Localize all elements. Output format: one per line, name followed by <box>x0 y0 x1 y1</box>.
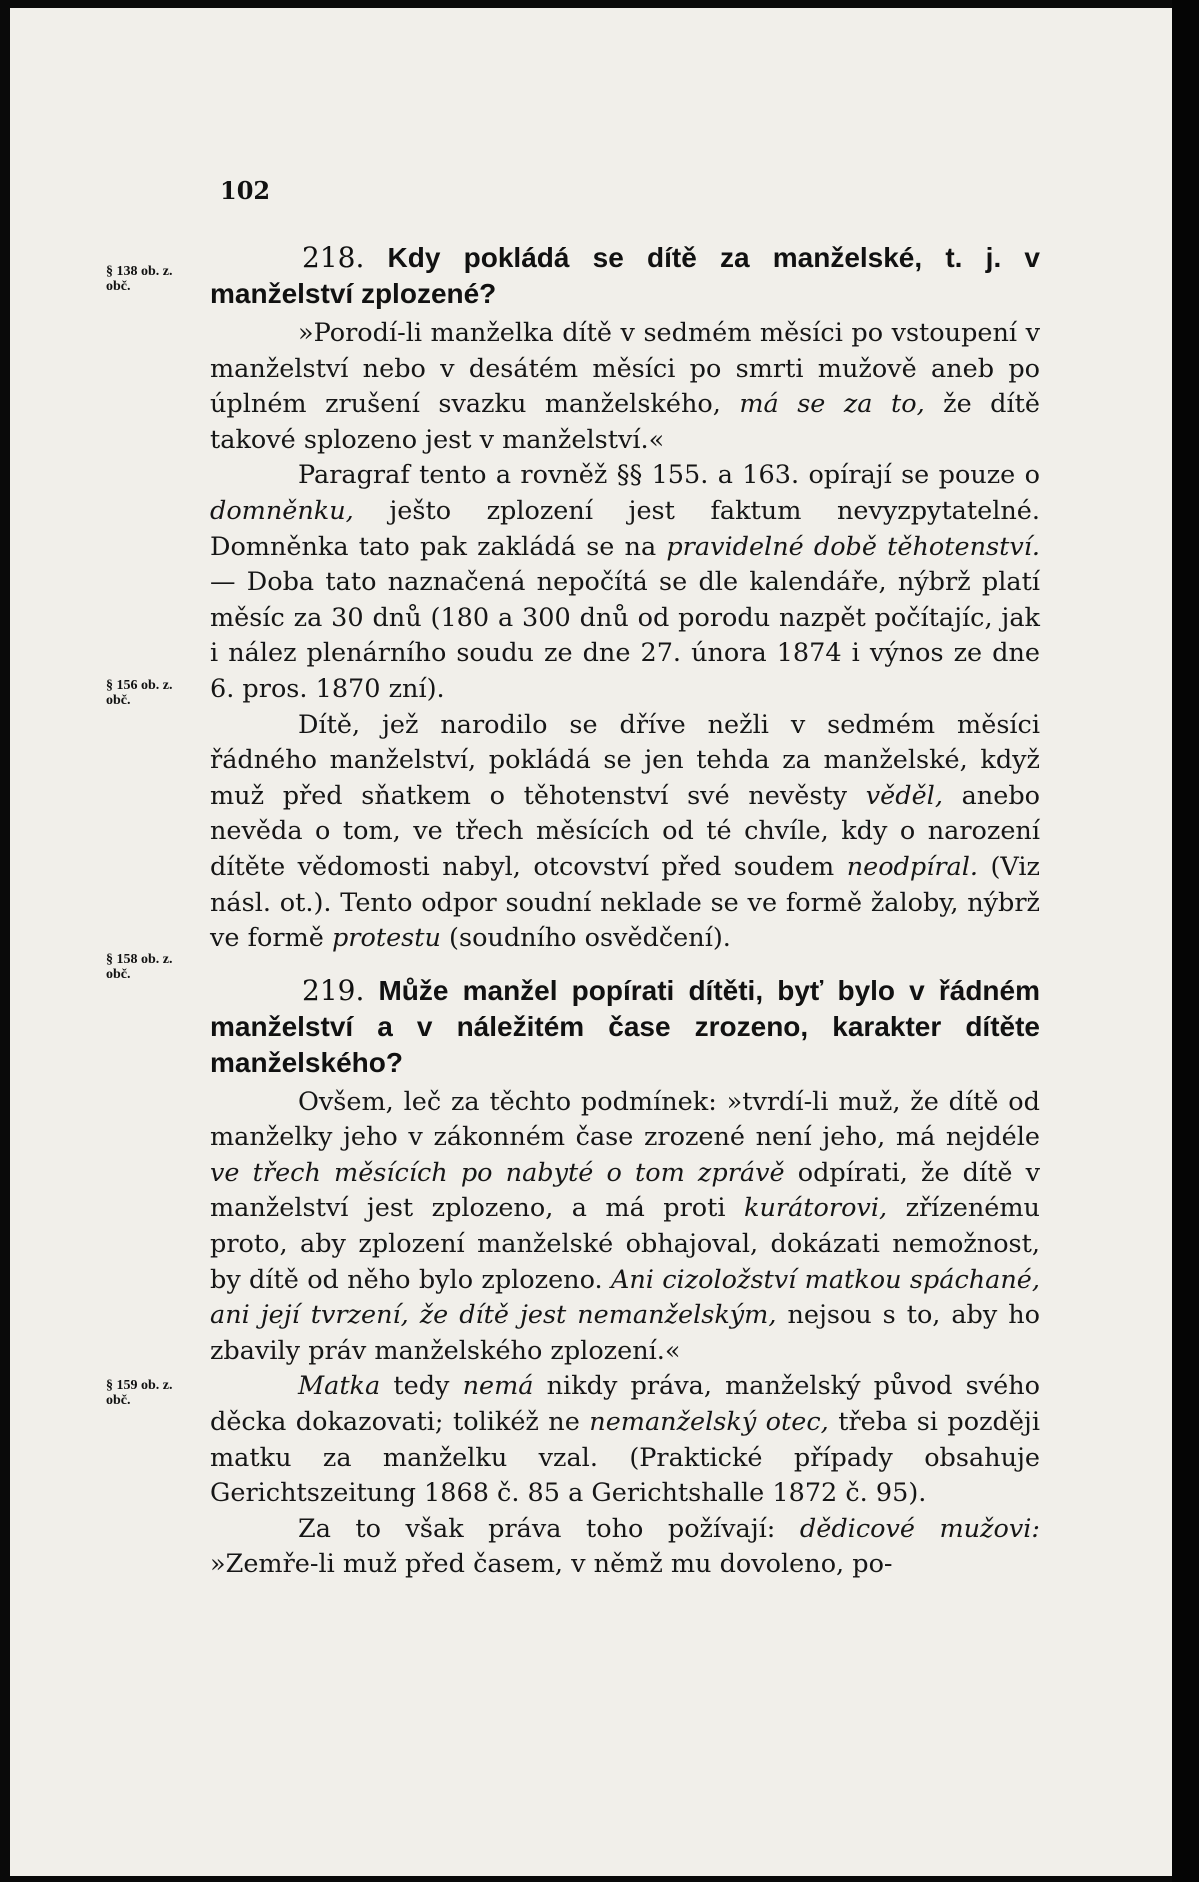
emphasis: protestu <box>331 923 441 954</box>
paragraph <box>210 708 1040 957</box>
emphasis: dědicové mužovi: <box>799 1513 1040 1544</box>
text: Paragraf tento a rovněž §§ 155. a 163. opírají se pouze o <box>298 460 1040 491</box>
emphasis: Ani cizoložství matkou spáchané, ani její tvrzení, že dítě jest nemanželským, <box>210 1264 1040 1331</box>
emphasis: domněnku, <box>210 495 354 526</box>
paragraph <box>210 1512 1040 1583</box>
text: ješto zplození jest faktum nevyzpytatelné. Domněnka tato pak zakládá se na <box>210 495 1041 562</box>
text: Za to však práva toho požívají: <box>298 1513 776 1544</box>
text: Ovšem, leč za těchto podmínek: »tvrdí-li muž, že dítě od manželky jeho v zákonném čase zrozené není jeho, má nejdéle <box>210 1086 1040 1153</box>
emphasis: má se za to, <box>739 389 925 420</box>
scan-edge <box>1172 0 1199 1882</box>
text: »Porodí-li manželka dítě v sedmém měsíci po vstoupení v manželství nebo v desátém měsíci po smrti mužově aneb po úplném zrušení svazku manželského, <box>210 318 1040 420</box>
margin-note-156: § 156 ob. z. obč. <box>106 678 173 708</box>
paragraph <box>210 458 1040 707</box>
text: třeba si později matku za manželku vzal. (Praktické případy obsahuje Gerichtszeitung 1868 č. 85 a Gerichtshalle 1872 č. 95). <box>210 1407 1040 1509</box>
text: tedy <box>393 1371 450 1402</box>
text: že dítě takové splozeno jest v manželství.« <box>210 389 1040 455</box>
text: nejsou s to, aby ho zbavily práv manželského zplození.« <box>210 1300 1040 1366</box>
margin-note-159: § 159 ob. z. obč. <box>106 1378 173 1408</box>
emphasis: věděl, <box>865 780 943 811</box>
book-page <box>10 8 1172 1876</box>
question-number: 219. <box>302 973 365 1007</box>
text: nikdy práva, manželský původ svého děcka dokazovati; tolikéž ne <box>210 1371 1040 1438</box>
text: — Doba tato naznačená nepočítá se dle kalendáře, nýbrž platí měsíc za 30 dnů (180 a 300 dnů od porodu nazpět počítajíc, jak i nález plenárního soudu ze dne 27. února 1874 i výnos ze dne 6. pros. 1870 zní). <box>210 567 1040 704</box>
text: Dítě, jež narodilo se dříve nežli v sedmém měsíci řádného manželství, pokládá se jen tehda za manželské, když muž před sňatkem o těhotenství své nevěsty <box>210 709 1040 811</box>
emphasis: kurátorovi, <box>744 1193 888 1224</box>
margin-note-138: § 138 ob. z. obč. <box>106 264 173 294</box>
paragraph <box>210 1369 1040 1511</box>
margin-note-158: § 158 ob. z. obč. <box>106 952 173 982</box>
question-number: 218. <box>302 241 365 274</box>
text: odpírati, že dítě v manželství jest zplozeno, a má proti <box>210 1157 1041 1224</box>
emphasis: Matka <box>298 1371 381 1402</box>
emphasis: ve třech měsících po nabyté o tom zprávě <box>210 1157 785 1188</box>
question-219-heading <box>210 973 1040 1081</box>
text: »Zemře-li muž před časem, v němž mu dovoleno, po- <box>210 1549 893 1580</box>
emphasis: nemanželský otec, <box>589 1407 829 1438</box>
text: (soudního osvědčení). <box>449 923 731 954</box>
text-body <box>210 240 1040 1583</box>
text: anebo nevěda o tom, ve třech měsících od té chvíle, kdy o narození dítěte vědomosti nabyl, otcovství před soudem <box>210 780 1041 882</box>
question-218-heading <box>210 240 1040 312</box>
question-title: Kdy pokládá se dítě za manželské, t. j. v manželství zplozené? <box>210 242 1040 309</box>
question-title: Může manžel popírati dítěti, byť bylo v řádném manželství a v náležitém čase zrozeno, karakter dítěte manželského? <box>210 974 1040 1078</box>
paragraph <box>210 316 1040 458</box>
paragraph <box>210 1085 1040 1370</box>
emphasis: neodpíral. <box>846 851 979 882</box>
text: (Viz násl. ot.). Tento odpor soudní neklade se ve formě žaloby, nýbrž ve formě <box>210 851 1040 954</box>
emphasis: nemá <box>462 1371 534 1402</box>
text: zřízenému proto, aby zplození manželské obhajoval, dokázati nemožnost, by dítě od něho bylo zplozeno. <box>210 1193 1040 1295</box>
emphasis: pravidelné době těhotenství. <box>666 531 1041 562</box>
page-number: 102 <box>220 176 271 205</box>
